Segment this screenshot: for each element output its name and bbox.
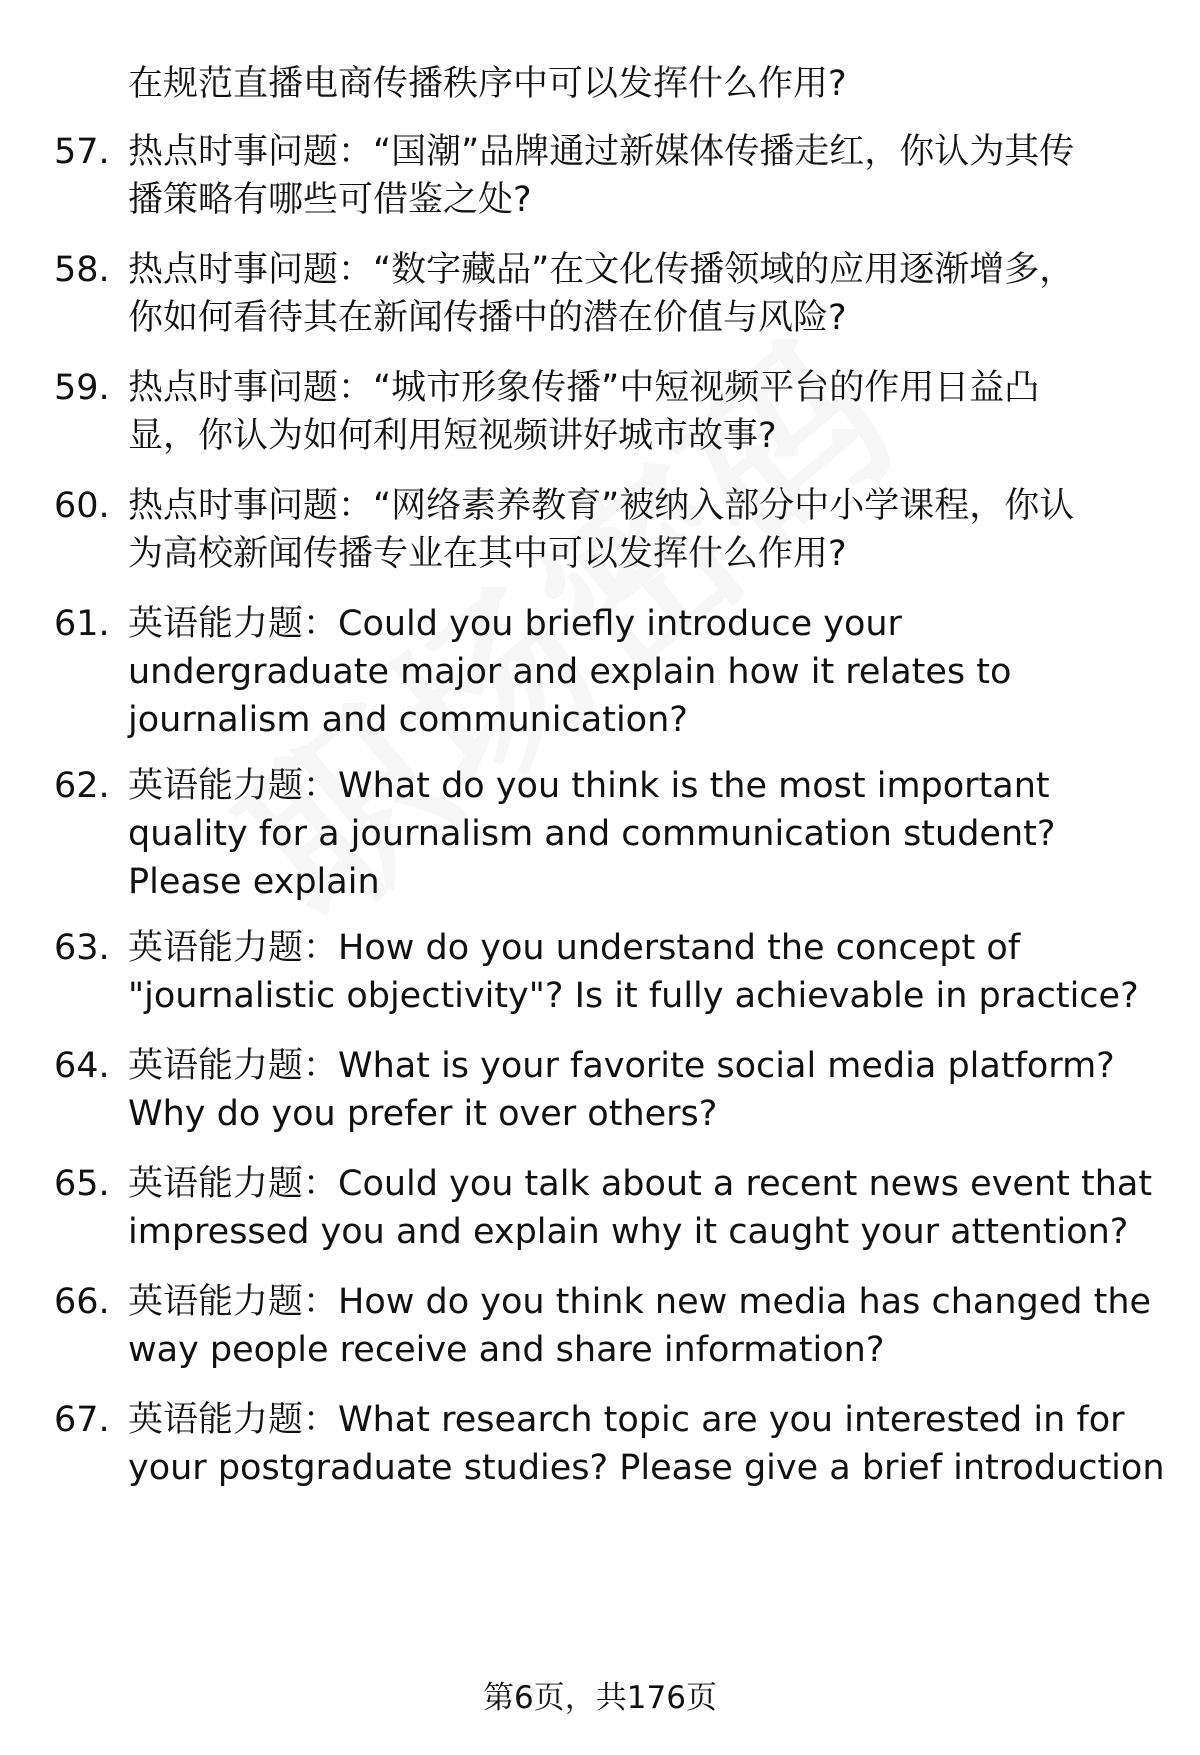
question-text-line: 英语能力题：What do you think is the most important (128, 766, 1050, 806)
question-text-line: your postgraduate studies? Please give a brief introduction (128, 1448, 1165, 1488)
question-text-line: 英语能力题：What is your favorite social media platform? (128, 1046, 1115, 1086)
question-text-line: Why do you prefer it over others? (128, 1094, 718, 1134)
question-text-line: impressed you and explain why it caught your attention? (128, 1212, 1129, 1252)
question-number: 62. (54, 766, 110, 806)
question-text (128, 924, 1158, 1020)
question-number: 67. (54, 1400, 110, 1440)
question-text (128, 128, 1158, 224)
question-text-line: way people receive and share information? (128, 1330, 885, 1370)
question-text (128, 600, 1158, 744)
question-number: 66. (54, 1282, 110, 1322)
question-text-line: 为高校新闻传播专业在其中可以发挥什么作用? (128, 534, 847, 574)
question-text-line: 英语能力题：What research topic are you interested in for (128, 1400, 1125, 1440)
question-text-line: "journalistic objectivity"? Is it fully achievable in practice? (128, 976, 1139, 1016)
question-number: 58. (54, 250, 110, 290)
question-text (128, 762, 1158, 906)
question-text (128, 1042, 1158, 1138)
question-number: 64. (54, 1046, 110, 1086)
question-text-line: Please explain (128, 862, 380, 902)
question-number: 60. (54, 486, 110, 526)
question-number: 63. (54, 928, 110, 968)
question-text (128, 1396, 1165, 1492)
question-text-line: 热点时事问题：“网络素养教育”被纳入部分中小学课程，你认 (128, 486, 1075, 526)
question-text-line: 播策略有哪些可借鉴之处? (128, 180, 532, 220)
question-text (128, 482, 1158, 578)
question-text (128, 246, 1158, 342)
question-text-line: undergraduate major and explain how it relates to (128, 652, 1012, 692)
question-text-line: 英语能力题：How do you think new media has changed the (128, 1282, 1152, 1322)
question-text-line: 你如何看待其在新闻传播中的潜在价值与风险? (128, 298, 847, 338)
question-number: 61. (54, 604, 110, 644)
question-number: 59. (54, 368, 110, 408)
question-number: 65. (54, 1164, 110, 1204)
question-text-line: journalism and communication? (128, 700, 688, 740)
question-text-line: 热点时事问题：“数字藏品”在文化传播领域的应用逐渐增多， (128, 250, 1075, 290)
question-text-line: 英语能力题：Could you briefly introduce your (128, 604, 902, 644)
question-text (128, 1278, 1158, 1374)
continuation-line: 在规范直播电商传播秩序中可以发挥什么作用? (128, 64, 847, 104)
question-text-line: 热点时事问题：“国潮”品牌通过新媒体传播走红，你认为其传 (128, 132, 1075, 172)
question-text-line: 显，你认为如何利用短视频讲好城市故事? (128, 416, 777, 456)
question-text (128, 364, 1158, 460)
page-number: 第6页，共176页 (483, 1680, 717, 1716)
question-text-line: 热点时事问题：“城市形象传播”中短视频平台的作用日益凸 (128, 368, 1040, 408)
question-text (128, 1160, 1158, 1256)
question-text-line: 英语能力题：How do you understand the concept of (128, 928, 1021, 968)
question-text-line: 英语能力题：Could you talk about a recent news event that (128, 1164, 1153, 1204)
question-text-line: quality for a journalism and communication student? (128, 814, 1056, 854)
question-number: 57. (54, 132, 110, 172)
